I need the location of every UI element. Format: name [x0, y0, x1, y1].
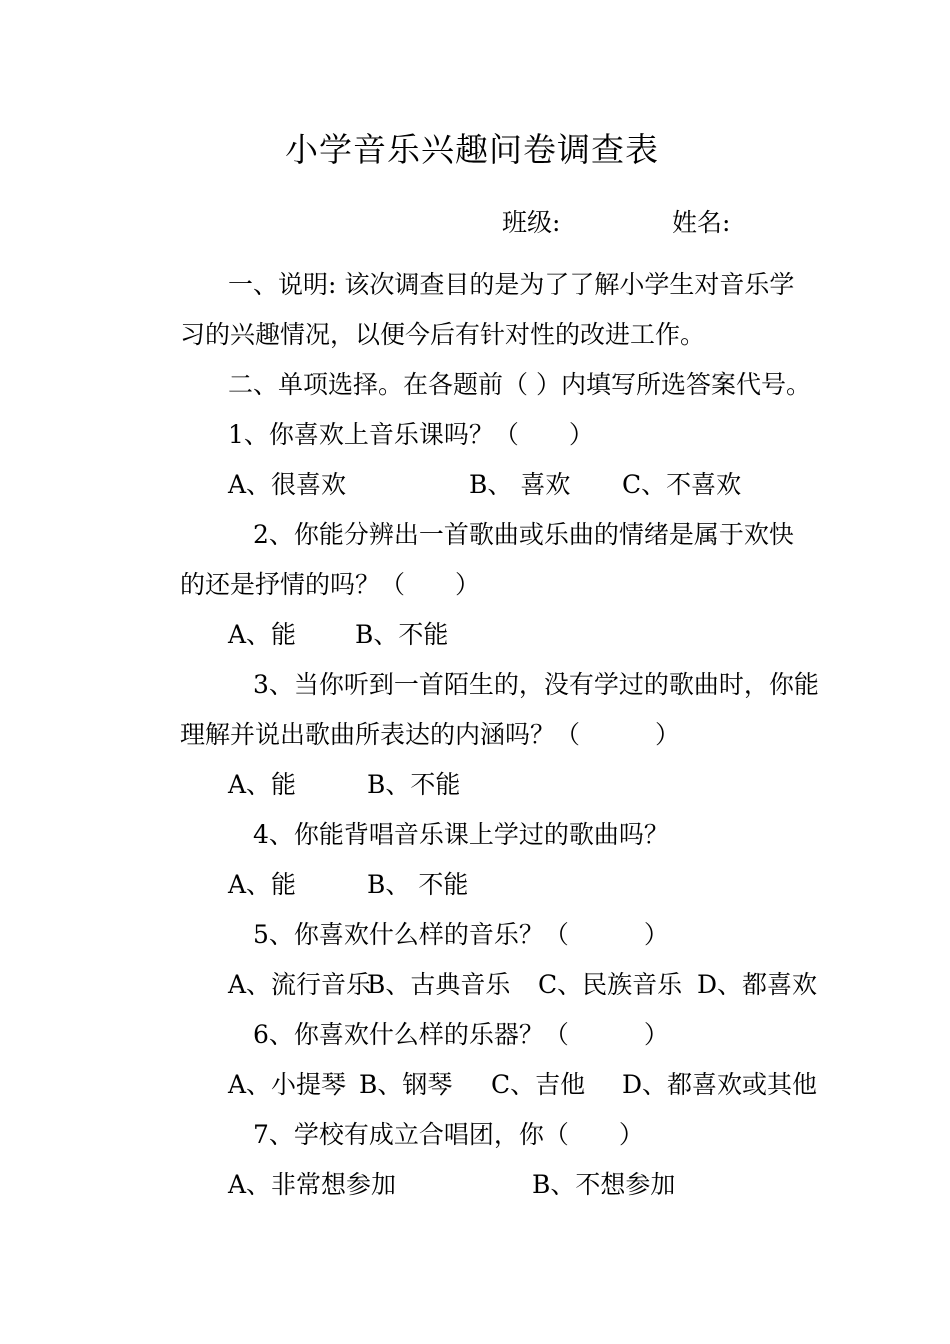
question-1-option-b: B、 喜欢	[469, 470, 571, 499]
intro-line-2: 习的兴趣情况，以便今后有针对性的改进工作。	[180, 320, 706, 349]
question-2-option-a: A、能	[228, 620, 297, 649]
question-3-text-line-1: 3、当你听到一首陌生的，没有学过的歌曲时，你能	[253, 670, 819, 699]
question-6-text: 6、你喜欢什么样的乐器？（ ）	[253, 1020, 669, 1049]
question-4-option-a: A、能	[228, 870, 297, 899]
question-6-option-c: C、吉他	[491, 1070, 586, 1099]
question-6-option-a: A、小提琴	[228, 1070, 347, 1099]
question-3-option-b: B、不能	[367, 770, 461, 799]
class-label: 班级:	[502, 208, 561, 237]
question-3-option-a: A、能	[228, 770, 297, 799]
intro-line-1: 一、说明: 该次调查目的是为了了解小学生对音乐学	[228, 270, 795, 299]
question-5-option-a: A、流行音乐	[228, 970, 372, 999]
question-7-option-a: A、非常想参加	[228, 1170, 397, 1199]
section-2-heading: 二、单项选择。在各题前（ ）内填写所选答案代号。	[228, 370, 811, 399]
question-7-option-b: B、不想参加	[532, 1170, 676, 1199]
question-1-text: 1、你喜欢上音乐课吗？（ ）	[228, 420, 594, 449]
question-5-text: 5、你喜欢什么样的音乐？（ ）	[253, 920, 669, 949]
question-6-option-d: D、都喜欢或其他	[622, 1070, 818, 1099]
page-title: 小学音乐兴趣问卷调查表	[285, 130, 659, 169]
question-5-option-b: B、古典音乐	[367, 970, 511, 999]
question-1-option-c: C、不喜欢	[622, 470, 742, 499]
question-2-text-line-1: 2、你能分辨出一首歌曲或乐曲的情绪是属于欢快	[253, 520, 794, 549]
question-5-option-d: D、都喜欢	[697, 970, 818, 999]
question-1-option-a: A、很喜欢	[228, 470, 347, 499]
question-3-text-line-2: 理解并说出歌曲所表达的内涵吗？（ ）	[180, 720, 681, 749]
question-4-text: 4、你能背唱音乐课上学过的歌曲吗？	[253, 820, 669, 849]
question-7-text: 7、学校有成立合唱团，你（ ）	[253, 1120, 644, 1149]
question-2-text-line-2: 的还是抒情的吗？（ ）	[180, 570, 481, 599]
question-2-option-b: B、不能	[355, 620, 449, 649]
question-4-option-b: B、 不能	[367, 870, 469, 899]
question-5-option-c: C、民族音乐	[538, 970, 683, 999]
name-label: 姓名:	[672, 208, 731, 237]
question-6-option-b: B、钢琴	[359, 1070, 453, 1099]
